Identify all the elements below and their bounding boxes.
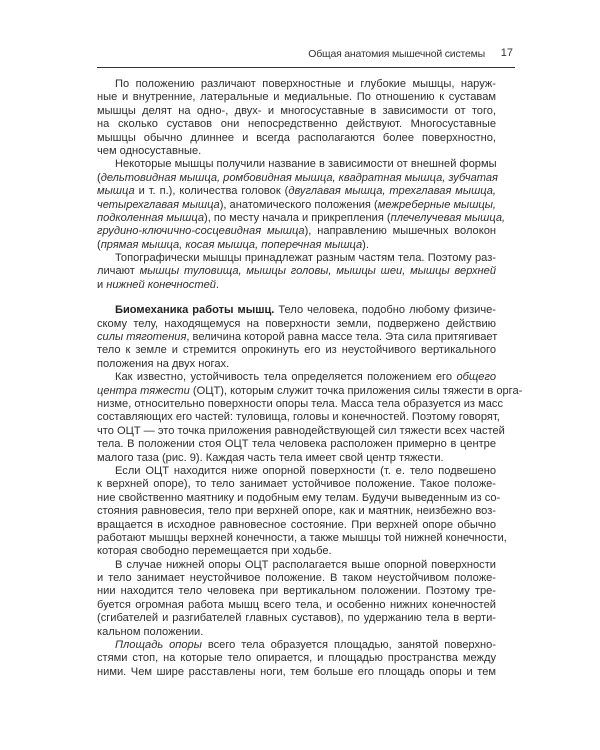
- text-line: [97, 666, 496, 679]
- text-run: стояния равновесия, тело при верхней опоре, как и маятник, неизбежно воз-: [97, 505, 496, 518]
- text-line: [97, 105, 496, 118]
- text-line: [97, 371, 496, 384]
- text-line: [97, 626, 496, 639]
- text-line: [97, 318, 496, 331]
- text-run: ), анатомического положения (: [219, 198, 378, 211]
- italic-run: общего: [456, 371, 496, 384]
- text-line: [97, 118, 496, 131]
- italic-run: дельтовидная мышца, ромбовидная мышца, квадратная мышца, зубчатая: [100, 171, 498, 184]
- text-line: [97, 438, 496, 451]
- italic-run: силы тяготения: [97, 331, 187, 344]
- text-run: работают мышцы верхней конечности, а также мышцы той нижней конечности,: [97, 531, 507, 544]
- text-run: скому телу, находящемуся на поверхности земли, подвержено действию: [97, 317, 496, 330]
- text-run: Топографически мышцы принадлежат разным частям тела. Поэтому раз-: [115, 252, 496, 265]
- text-run: вращается в исходное равновесное состояние. При верхней опоре обычно: [97, 518, 496, 531]
- text-run: стями стоп, на которые тело опирается, и площадью пространства между: [97, 652, 496, 665]
- text-line: [97, 491, 501, 505]
- text-run: тела. В положении стоя ОЦТ тела человека расположен примерно в центре: [97, 438, 496, 451]
- text-line: [97, 639, 496, 652]
- text-run: , величина которой равна массе тела. Эта сила притягивает: [186, 331, 498, 344]
- page-number: 17: [500, 47, 513, 59]
- text-line: [97, 652, 496, 665]
- text-line: [97, 239, 496, 252]
- text-line: [97, 559, 496, 572]
- text-line: [97, 424, 505, 438]
- text-line: [97, 132, 496, 145]
- text-line: [97, 279, 496, 292]
- text-run: на сколько суставов они непосредственно действуют. Многосуставные: [97, 118, 496, 131]
- text-run: мышцы обычно длиннее и всегда располагаются более поверхностно,: [97, 131, 496, 144]
- paragraph: [97, 158, 506, 252]
- text-run: кальном положении.: [97, 625, 204, 638]
- paragraph: [97, 304, 496, 371]
- text-run: .: [215, 278, 220, 291]
- text-run: (: [97, 238, 101, 251]
- text-run: (ОЦТ), которым служит точка приложения силы тяжести в орга-: [189, 384, 523, 397]
- text-line: [97, 478, 496, 491]
- italic-run: Площадь опоры: [115, 639, 202, 652]
- text-run: буется огромная работа мышц всего тела, и особенно нижних конечностей: [97, 598, 496, 611]
- italic-run: мышца: [97, 185, 135, 198]
- running-header: [97, 47, 515, 68]
- text-line: [97, 265, 496, 278]
- text-line: [97, 545, 496, 558]
- text-run: которая свободно перемещается при ходьбе.: [97, 545, 332, 558]
- text-run: низме, относительно поверхности опоры тела. Масса тела образуется из масс: [97, 397, 503, 410]
- paragraph: [97, 559, 496, 639]
- text-line: [97, 452, 496, 465]
- text-line: [97, 612, 496, 625]
- text-run: Если ОЦТ находится ниже опорной поверхности (т. е. тело подвешено: [115, 464, 496, 477]
- text-line: [97, 172, 496, 185]
- text-line: [97, 225, 496, 238]
- italic-run: нижней конечностей: [106, 278, 216, 291]
- text-line: [97, 465, 496, 478]
- italic-run: подколенная мышца: [97, 211, 204, 224]
- text-line: [97, 358, 496, 371]
- text-line: [97, 505, 496, 518]
- italic-run: центра тяжести: [97, 384, 190, 397]
- text-run: ).: [362, 238, 369, 251]
- text-run: ), по месту начала и прикрепления (: [204, 211, 391, 224]
- bold-run: Биомеханика работы мышц.: [115, 304, 275, 317]
- paragraph: [97, 252, 496, 292]
- text-line: [97, 145, 496, 158]
- text-line: [97, 331, 496, 344]
- text-line: [97, 185, 496, 198]
- italic-run: мышцы туловища, мышцы головы, мышцы шеи, мышцы верхней: [139, 265, 496, 278]
- text-line: [97, 531, 507, 545]
- text-line: [97, 344, 496, 357]
- text-run: к верхней опоре), то тело занимает устойчивое положение. Такое положе-: [97, 478, 496, 491]
- text-line: [97, 211, 506, 225]
- text-run: всего тела образуется площадью, занятой поверхно-: [201, 639, 496, 652]
- paragraph: [97, 639, 496, 679]
- text-run: что ОЦТ — это точка приложения равнодействующей сил тяжести всех частей: [97, 424, 505, 437]
- text-run: личают: [97, 265, 140, 278]
- text-run: Как известно, устойчивость тела определяется положением его: [115, 371, 457, 384]
- paragraph: [97, 371, 523, 465]
- text-run: и: [97, 278, 107, 291]
- text-line: [97, 252, 496, 265]
- text-run: В случае нижней опоры ОЦТ располагается выше опорной поверхности: [115, 558, 496, 571]
- text-line: [97, 91, 496, 104]
- text-line: [97, 78, 496, 91]
- paragraph: [97, 464, 507, 559]
- text-line: [97, 519, 496, 532]
- text-run: и т. п.), количества головок (: [134, 185, 289, 198]
- text-line: [97, 572, 496, 585]
- text-run: чем односуставные.: [97, 144, 202, 157]
- text-run: (сгибателей и разгибателей главных суставов), по удержанию тела в верти-: [97, 612, 496, 625]
- text-run: тело к земле и стремится опрокинуть его из неустойчивого вертикального: [97, 344, 496, 357]
- text-run: положения на двух ногах.: [97, 357, 230, 370]
- text-line: [97, 599, 496, 612]
- text-run: Некоторые мышцы получили название в зависимости от внешней формы: [115, 158, 497, 171]
- italic-run: двуглавая мышца, трехглавая мышца,: [288, 185, 497, 198]
- text-line: [97, 397, 503, 411]
- text-run: составляющих его частей: туловища, головы и конечностей. Поэтому говорят,: [97, 411, 500, 424]
- italic-run: межреберные мышцы,: [377, 198, 497, 211]
- body-text: [97, 78, 523, 679]
- running-header-title: Общая анатомия мышечной системы: [308, 48, 485, 60]
- italic-run: плечелучевая мышца,: [390, 211, 506, 224]
- text-run: (: [97, 171, 101, 184]
- text-line: [97, 384, 523, 398]
- italic-run: прямая мышца, косая мышца, поперечная мышца: [100, 238, 363, 251]
- italic-run: четырехглавая мышца: [97, 198, 220, 211]
- text-line: [97, 158, 496, 171]
- text-run: малого таза (рис. 9). Каждая часть тела имеет свой центр тяжести.: [97, 451, 444, 464]
- text-line: [97, 199, 496, 212]
- text-run: и тело занимает неустойчивое положение. В таком неустойчивом положе-: [97, 572, 496, 585]
- text-run: мышцы делят на одно-, двух- и многосуставные в зависимости от того,: [97, 104, 496, 117]
- text-run: Тело человека, подобно любому физиче-: [274, 304, 496, 317]
- text-run: нии находится тело человека при вертикальном положении. Поэтому тре-: [97, 585, 496, 598]
- text-run: По положению различают поверхностные и глубокие мышцы, наруж-: [115, 78, 496, 90]
- text-run: ), направлению мышечных волокон: [304, 225, 496, 238]
- text-line: [97, 585, 496, 598]
- text-line: [97, 304, 496, 317]
- paragraph: [97, 78, 496, 158]
- text-run: ними. Чем шире расставлены ноги, тем больше его площадь опоры и тем: [97, 665, 496, 678]
- text-run: ние свойственно маятнику и подобным ему телам. Будучи выведенным из со-: [97, 491, 501, 504]
- text-line: [97, 411, 500, 424]
- text-run: ные и внутренние, латеральные и медиальные. По отношению к суставам: [97, 91, 496, 104]
- italic-run: грудино-ключично-сосцевидная мышца: [97, 225, 305, 238]
